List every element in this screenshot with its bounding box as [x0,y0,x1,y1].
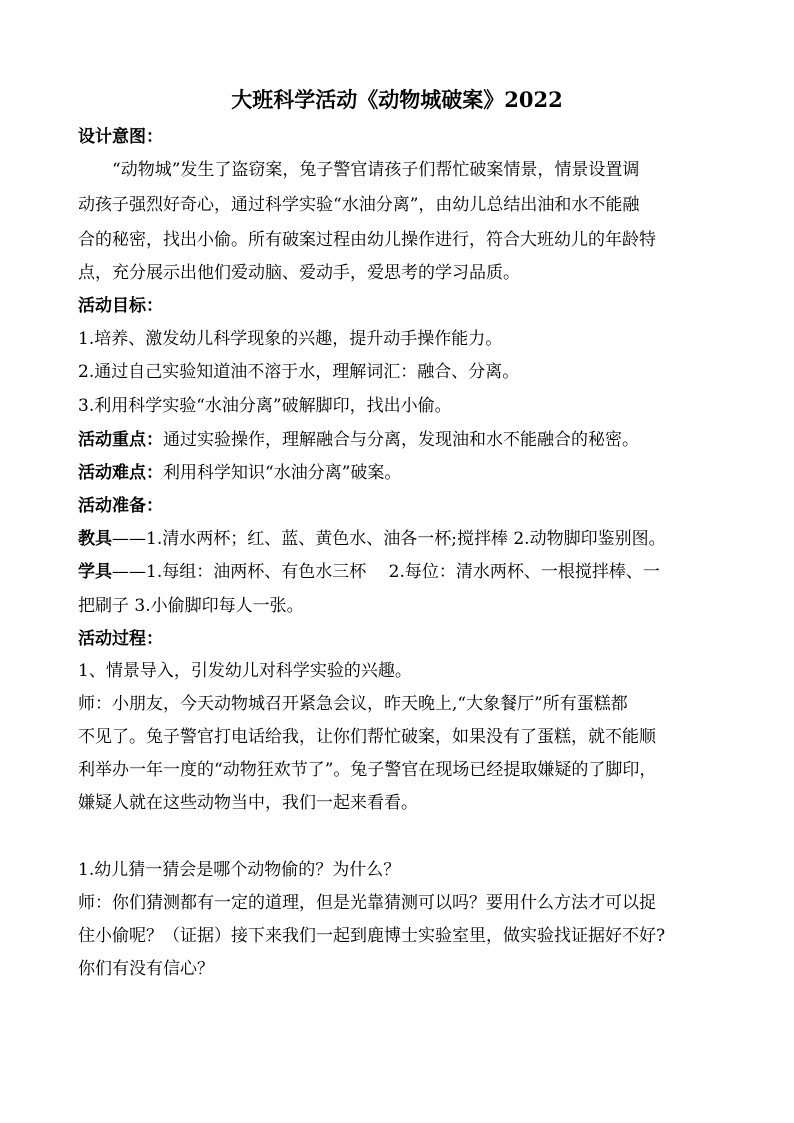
process-line: 住小偷呢？（证据）接下来我们一起到鹿博士实验室里，做实验找证据好不好? [78,926,666,946]
process-line: 1、情景导入，引发幼儿对科学实验的兴趣。 [78,661,412,681]
goal-item: 3.利用科学实验“水油分离”破解脚印，找出小偷。 [78,396,452,416]
process-line: 师：小朋友，今天动物城召开紧急会议，昨天晚上,“大象餐厅”所有蛋糕都 [78,694,628,714]
process-line: 利举办一年一度的“动物狂欢节了”。兔子警官在现场已经提取嫌疑的了脚印， [78,760,657,780]
key-point-text: 通过实验操作，理解融合与分离，发现油和水不能融合的秘密。 [163,430,639,450]
process-line: 不见了。兔子警官打电话给我，让你们帮忙破案，如果没有了蛋糕，就不能顺 [78,727,656,747]
prep-heading: 活动准备： [78,496,163,516]
goals-heading: 活动目标： [78,296,163,316]
design-line: “动物城”发生了盗窃案，兔子警官请孩子们帮忙破案情景，情景设置调 [112,160,640,180]
document-title: 大班科学活动《动物城破案》2022 [231,87,563,112]
process-line: 嫌疑人就在这些动物当中，我们一起来看看。 [78,793,418,813]
teacher-label: 教具 [78,529,112,549]
student-label: 学具 [78,562,112,582]
key-point [78,430,639,450]
design-line: 动孩子强烈好奇心，通过科学实验“水油分离”，由幼儿总结出油和水不能融 [78,195,640,215]
process-line: 师：你们猜测都有一定的道理，但是光靠猜测可以吗？要用什么方法才可以捉 [78,893,656,913]
design-line: 合的秘密，找出小偷。所有破案过程由幼儿操作进行，符合大班幼儿的年龄特 [78,230,656,250]
design-line: 点，充分展示出他们爱动脑、爱动手，爱思考的学习品质。 [78,263,520,283]
goal-item: 1.培养、激发幼儿科学现象的兴趣，提升动手操作能力。 [78,329,503,349]
process-heading: 活动过程： [78,629,163,649]
teacher-materials [78,529,666,549]
process-line: 你们有没有信心？ [78,959,214,979]
goal-item: 2.通过自己实验知道油不溶于水，理解词汇：融合、分离。 [78,362,520,382]
student-text: ——1.每组：油两杯、有色水三杯 2.每位：清水两杯、一根搅拌棒、一 [112,562,660,582]
difficulty-text: 利用科学知识“水油分离”破案。 [163,463,402,483]
key-point-label: 活动重点： [78,430,163,450]
difficulty-label: 活动难点： [78,463,163,483]
teacher-text: ——1.清水两杯；红、蓝、黄色水、油各一杯;搅拌棒 2.动物脚印鉴别图。 [112,529,666,549]
design-heading: 设计意图： [78,127,163,147]
student-materials-cont: 把刷子 3.小偷脚印每人一张。 [78,596,304,616]
student-materials [78,562,660,582]
difficulty [78,463,401,483]
process-line: 1.幼儿猜一猜会是哪个动物偷的？为什么？ [78,860,401,880]
